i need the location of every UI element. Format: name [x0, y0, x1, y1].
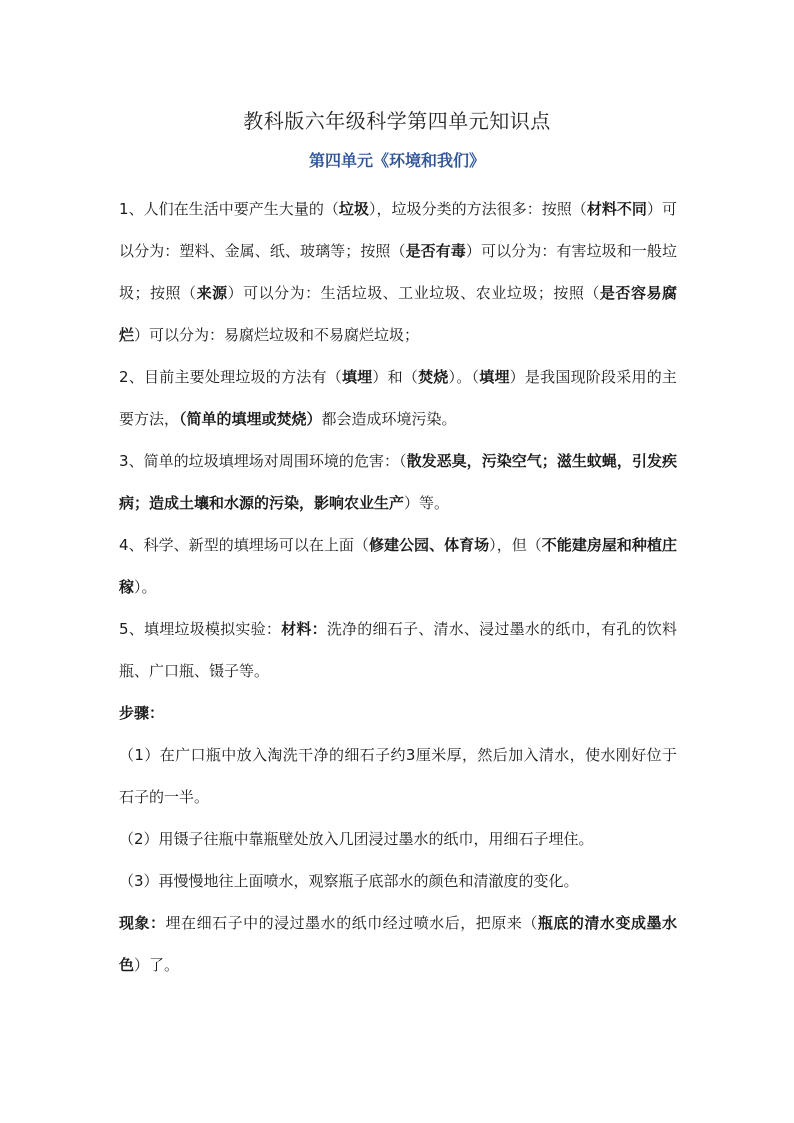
paragraph-text: 2、目前主要处理垃圾的方法有（ — [119, 368, 342, 386]
knowledge-paragraph — [119, 440, 677, 524]
paragraph-text: ）可以分为：生活垃圾、工业垃圾、农业垃圾；按照（ — [227, 284, 600, 302]
paragraph-text: （2）用镊子往瓶中靠瓶壁处放入几团浸过墨水的纸巾，用细石子埋住。 — [119, 830, 594, 848]
paragraph-text: ）等。 — [404, 494, 450, 512]
knowledge-paragraph — [119, 818, 677, 860]
paragraph-text: ）可以分为：易腐烂垃圾和不易腐烂垃圾； — [134, 326, 420, 344]
key-term: 散发恶臭，污染空气；滋生蚊蝇，引发疾病；造成土壤和水源的污染，影响农业生产 — [119, 452, 677, 512]
key-term: 是否容易腐烂 — [119, 284, 677, 344]
key-term: 填埋 — [479, 368, 510, 386]
unit-subtitle: 第四单元《环境和我们》 — [308, 151, 485, 170]
key-term: 垃圾 — [338, 200, 369, 218]
paragraph-text: 都会造成环境污染。 — [321, 410, 457, 428]
paragraph-text: 5、填埋垃圾模拟实验： — [119, 620, 282, 638]
key-term: 材料： — [281, 620, 327, 638]
paragraph-text: ）。（ — [448, 368, 480, 386]
paragraph-text: 4、科学、新型的填埋场可以在上面（ — [119, 536, 369, 554]
document-title: 教科版六年级科学第四单元知识点 — [243, 109, 551, 133]
key-term: 填埋 — [341, 368, 373, 386]
knowledge-paragraph — [119, 188, 677, 356]
key-term: 来源 — [196, 284, 228, 302]
knowledge-paragraph — [119, 692, 677, 734]
key-term: 不能建房屋和种植庄稼 — [119, 536, 677, 596]
knowledge-paragraph — [119, 524, 677, 608]
paragraph-text: ）可以分为：有害垃圾和一般垃圾；按照（ — [119, 242, 677, 302]
paragraph-text: ），垃圾分类的方法很多：按照（ — [368, 200, 587, 218]
paragraph-text: 洗净的细石子、清水、浸过墨水的纸巾，有孔的饮料瓶、广口瓶、镊子等。 — [119, 620, 677, 680]
key-term: 步骤： — [119, 704, 165, 722]
key-term: 焚烧 — [418, 368, 449, 386]
key-term: 材料不同 — [586, 200, 647, 218]
paragraph-text: ）和（ — [372, 368, 419, 386]
paragraph-text: ）了。 — [134, 956, 180, 974]
paragraph-text: ），但（ — [489, 536, 542, 554]
key-term: 瓶底的清水变成墨水色 — [119, 914, 677, 974]
paragraph-text: （3）再慢慢地往上面喷水，观察瓶子底部水的颜色和清澈度的变化。 — [119, 872, 579, 890]
paragraph-text: （1）在广口瓶中放入淘洗干净的细石子约3厘米厚，然后加入清水，使水刚好位于石子的一半。 — [119, 746, 677, 806]
key-term: 现象： — [119, 914, 166, 932]
paragraph-text: 埋在细石子中的浸过墨水的纸巾经过喷水后，把原来（ — [165, 914, 538, 932]
key-term: 修建公园、体育场 — [368, 536, 490, 554]
paragraph-text: 1、人们在生活中要产生大量的（ — [119, 200, 339, 218]
paragraph-text: ）可以分为：塑料、金属、纸、玻璃等；按照（ — [119, 200, 677, 260]
knowledge-paragraph — [119, 608, 677, 692]
paragraph-text: ）。 — [134, 578, 157, 596]
paragraph-text: 3、简单的垃圾填埋场对周围环境的危害：（ — [119, 452, 407, 470]
key-term: （简单的填埋或焚烧） — [179, 410, 322, 428]
document-body — [119, 188, 677, 986]
knowledge-paragraph — [119, 356, 677, 440]
knowledge-paragraph — [119, 734, 677, 818]
knowledge-paragraph — [119, 860, 677, 902]
paragraph-text: ）是我国现阶段采用的主要方法， — [119, 368, 677, 428]
knowledge-paragraph — [119, 902, 677, 986]
key-term: 是否有毒 — [405, 242, 466, 260]
